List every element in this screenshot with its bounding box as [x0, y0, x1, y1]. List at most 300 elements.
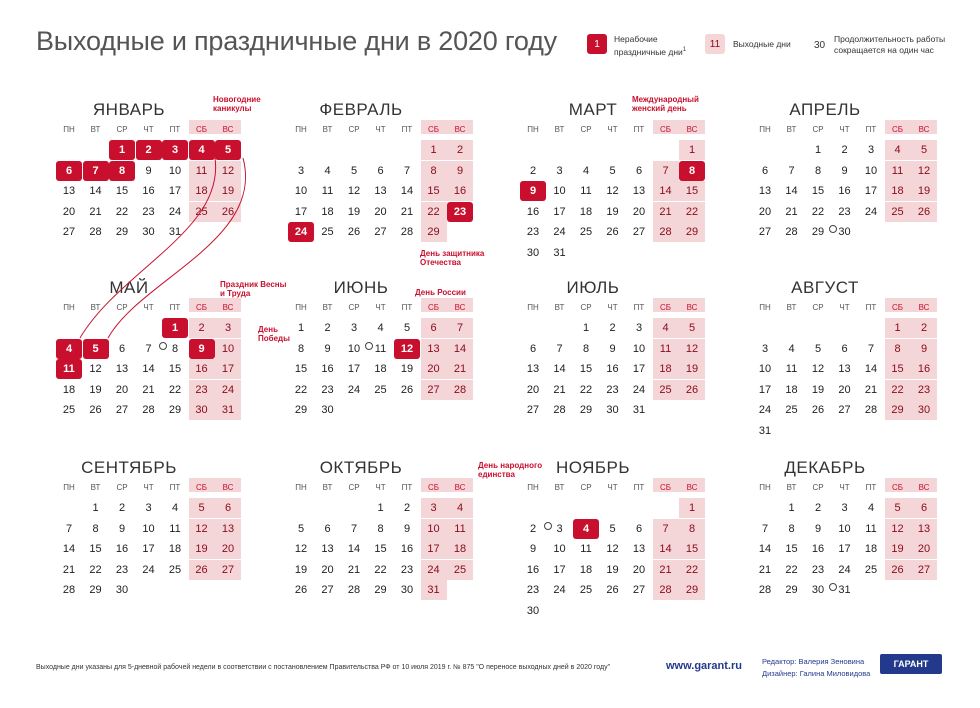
day-cell: 22	[374, 563, 387, 576]
day-cell: 11	[785, 363, 798, 375]
weekday-header: ВТ	[90, 483, 101, 492]
day-cell: 1	[377, 502, 384, 514]
day-cell: 15	[374, 543, 387, 555]
weekday-header: ЧТ	[143, 483, 154, 492]
weekday-header: ПТ	[865, 125, 877, 134]
day-cell: 16	[526, 205, 540, 218]
day-cell: 10	[758, 363, 772, 375]
day-cell: 20	[115, 383, 129, 396]
day-cell: 9	[814, 522, 822, 535]
day-cell: 2	[911, 318, 937, 338]
legend-holiday-label: Нерабочие праздничные дни	[614, 34, 683, 57]
day-cell: 25	[864, 563, 878, 576]
day-cell: 4	[171, 502, 179, 514]
weekday-header: СБ	[427, 303, 440, 312]
weekday-header: ЧТ	[375, 125, 386, 134]
day-cell: 10	[347, 342, 361, 355]
day-cell: 18	[579, 205, 593, 218]
day-cell: 12	[215, 161, 241, 181]
day-cell: 21	[653, 560, 679, 580]
day-cell: 23	[606, 383, 619, 396]
day-cell: 24	[215, 380, 241, 400]
day-cell: 28	[447, 380, 473, 400]
day-cell: 21	[400, 205, 414, 218]
weekday-header: СР	[580, 483, 592, 492]
weekday-header: ПН	[527, 125, 539, 134]
legend-holiday-text	[614, 34, 694, 58]
day-cell: 30	[321, 404, 334, 416]
day-cell: 14	[553, 363, 566, 375]
day-cell: 25	[885, 202, 911, 222]
day-cell: 25	[579, 226, 593, 238]
day-cell: 30	[115, 584, 129, 596]
day-cell: 14	[142, 363, 155, 375]
day-cell: 24	[288, 222, 314, 242]
day-cell: 11	[368, 339, 394, 359]
note-new-year: Новогодние каникулы	[213, 95, 261, 113]
month-name: СЕНТЯБРЬ	[81, 458, 177, 477]
day-cell: 29	[885, 400, 911, 420]
weekday-header: ПН	[295, 125, 307, 134]
month-5	[36, 278, 235, 448]
month-name: ИЮЛЬ	[566, 278, 620, 297]
weekday-header: ВС	[686, 483, 698, 492]
day-cell: 6	[761, 164, 769, 177]
day-cell: 18	[785, 383, 798, 396]
day-cell: 29	[374, 584, 387, 596]
day-cell: 12	[89, 363, 102, 375]
day-cell: 27	[374, 226, 387, 238]
day-cell: 28	[347, 584, 361, 596]
day-cell: 10	[168, 164, 182, 177]
day-cell: 1	[92, 502, 99, 514]
day-cell: 19	[811, 383, 825, 396]
day-cell: 9	[841, 164, 848, 177]
day-cell: 15	[579, 363, 593, 375]
weekday-header: ЧТ	[839, 303, 850, 312]
weekday-header: СР	[116, 303, 128, 312]
day-cell: 31	[758, 424, 772, 437]
day-cell: 28	[758, 584, 772, 596]
day-cell: 16	[142, 185, 155, 197]
day-cell: 11	[653, 339, 679, 359]
day-cell: 7	[350, 522, 358, 535]
day-cell: 5	[609, 522, 616, 535]
day-cell: 13	[115, 363, 129, 375]
weekday-header: ПН	[527, 303, 539, 312]
note-jun12: День России	[415, 288, 466, 297]
day-cell: 7	[447, 318, 473, 338]
day-cell: 24	[553, 584, 566, 596]
day-cell: 22	[811, 205, 825, 218]
day-cell: 18	[653, 359, 679, 379]
day-cell: 9	[118, 522, 126, 535]
weekday-header: СР	[348, 125, 360, 134]
month-name: ДЕКАБРЬ	[784, 458, 866, 477]
month-name: АВГУСТ	[791, 278, 859, 297]
weekday-header: ВТ	[322, 125, 333, 134]
page-title: Выходные и праздничные дни в 2020 году	[36, 26, 557, 56]
day-cell: 5	[679, 318, 705, 338]
day-cell: 24	[421, 560, 447, 580]
weekday-header: ЧТ	[607, 125, 618, 134]
day-cell: 5	[297, 522, 305, 535]
day-cell: 13	[838, 363, 851, 375]
day-cell: 30	[811, 584, 825, 596]
day-cell: 26	[679, 380, 705, 400]
day-cell: 23	[526, 584, 540, 596]
day-cell: 7	[761, 522, 769, 535]
day-cell: 7	[403, 164, 411, 177]
weekday-header: СБ	[891, 303, 904, 312]
day-cell: 28	[785, 226, 798, 238]
day-cell: 21	[62, 563, 76, 576]
day-cell: 20	[838, 383, 851, 396]
day-cell: 23	[321, 383, 334, 396]
day-cell: 23	[189, 380, 215, 400]
month-4	[732, 100, 931, 270]
day-cell: 30	[189, 400, 215, 420]
day-cell: 25	[62, 404, 76, 416]
day-cell: 14	[89, 185, 102, 197]
day-cell: 6	[529, 342, 537, 355]
day-cell: 7	[867, 342, 875, 355]
day-cell: 14	[653, 181, 679, 201]
month-6	[268, 278, 467, 448]
weekday-header: ВС	[222, 125, 234, 134]
day-cell: 25	[653, 380, 679, 400]
weekday-header: ВС	[918, 483, 930, 492]
day-cell: 17	[553, 563, 566, 576]
day-cell: 26	[811, 404, 825, 416]
day-cell: 7	[653, 519, 679, 539]
month-10	[268, 458, 467, 628]
day-cell: 29	[785, 584, 798, 596]
day-cell: 2	[814, 502, 822, 514]
day-cell: 12	[189, 519, 215, 539]
day-cell: 11	[865, 522, 877, 535]
day-cell: 5	[885, 498, 911, 518]
day-cell: 26	[89, 404, 102, 416]
day-cell: 6	[324, 522, 331, 535]
day-cell: 28	[400, 226, 414, 238]
garant-logo: ГАРАНТ	[880, 654, 942, 674]
weekday-header: ПТ	[633, 483, 645, 492]
weekday-header: ЧТ	[143, 125, 154, 134]
day-cell: 18	[885, 181, 911, 201]
day-cell: 4	[788, 342, 795, 355]
day-cell: 2	[529, 522, 537, 535]
day-cell: 17	[864, 185, 878, 197]
day-cell: 3	[297, 164, 305, 177]
day-cell: 8	[162, 339, 188, 359]
day-cell: 22	[421, 202, 447, 222]
day-cell: 19	[606, 205, 619, 218]
day-cell: 3	[350, 322, 358, 334]
day-cell: 15	[679, 539, 705, 559]
day-cell: 1	[885, 318, 911, 338]
weekday-header: ВТ	[786, 483, 797, 492]
weekday-header: ВТ	[322, 303, 333, 312]
day-cell: 17	[142, 543, 155, 555]
day-cell: 29	[811, 226, 825, 238]
month-name: МАРТ	[568, 100, 618, 119]
day-cell: 5	[403, 322, 411, 334]
month-name: ОКТЯБРЬ	[319, 458, 403, 477]
day-cell: 2	[529, 164, 537, 177]
day-cell: 1	[162, 318, 188, 338]
day-cell: 12	[885, 519, 911, 539]
day-cell: 16	[606, 363, 619, 375]
weekday-header: СБ	[891, 125, 904, 134]
day-cell: 20	[911, 539, 937, 559]
day-cell: 28	[553, 404, 566, 416]
day-cell: 17	[347, 363, 361, 375]
day-cell: 6	[421, 318, 447, 338]
site-link[interactable]: www.garant.ru	[666, 660, 742, 672]
month-1	[36, 100, 235, 270]
weekday-header: ВТ	[554, 483, 565, 492]
day-cell: 23	[811, 563, 825, 576]
day-cell: 20	[632, 205, 646, 218]
credit-designer: Дизайнер: Галина Миловидова	[762, 669, 871, 678]
day-cell: 30	[526, 246, 540, 259]
month-8	[732, 278, 931, 448]
day-cell: 11	[580, 543, 592, 555]
day-cell: 18	[189, 181, 215, 201]
day-cell: 26	[606, 226, 619, 238]
day-cell: 23	[400, 563, 414, 576]
day-cell: 9	[403, 522, 411, 535]
day-cell: 10	[864, 164, 878, 177]
day-cell: 6	[118, 342, 126, 355]
weekday-header: ПТ	[865, 483, 877, 492]
day-cell: 19	[606, 563, 619, 576]
day-cell: 30	[832, 222, 858, 242]
day-cell: 6	[635, 164, 643, 177]
day-cell: 22	[89, 563, 102, 576]
day-cell: 1	[814, 144, 822, 156]
day-cell: 21	[89, 205, 102, 218]
day-cell: 1	[421, 140, 447, 160]
day-cell: 13	[526, 363, 540, 375]
weekday-header: ПТ	[865, 303, 877, 312]
day-cell: 3	[841, 502, 848, 514]
day-cell: 23	[115, 563, 129, 576]
day-cell: 17	[758, 383, 772, 396]
day-cell: 13	[62, 185, 76, 197]
day-cell: 24	[553, 226, 566, 238]
day-cell: 9	[189, 339, 215, 359]
day-cell: 13	[758, 185, 772, 197]
day-cell: 16	[447, 181, 473, 201]
day-cell: 21	[653, 202, 679, 222]
day-cell: 14	[653, 539, 679, 559]
day-cell: 19	[347, 205, 361, 218]
day-cell: 17	[294, 205, 308, 218]
day-cell: 2	[136, 140, 162, 160]
day-cell: 17	[838, 543, 851, 555]
day-cell: 20	[632, 563, 646, 576]
legend-short-sample: 30	[814, 40, 826, 51]
day-cell: 6	[911, 498, 937, 518]
day-cell: 9	[609, 342, 616, 355]
day-cell: 10	[421, 519, 447, 539]
month-name: ФЕВРАЛЬ	[319, 100, 403, 119]
day-cell: 12	[347, 185, 361, 197]
day-cell: 21	[758, 563, 772, 576]
day-cell: 3	[635, 322, 643, 334]
weekday-header: ПТ	[401, 303, 413, 312]
day-cell: 15	[785, 543, 798, 555]
day-cell: 4	[324, 164, 331, 177]
day-cell: 1	[788, 502, 795, 514]
day-cell: 20	[374, 205, 387, 218]
weekday-header: СР	[812, 125, 824, 134]
day-cell: 20	[62, 205, 76, 218]
day-cell: 19	[885, 539, 911, 559]
day-cell: 27	[632, 584, 646, 596]
weekday-header: ВТ	[322, 483, 333, 492]
day-cell: 28	[864, 404, 878, 416]
day-cell: 9	[520, 181, 546, 201]
day-cell: 29	[679, 580, 705, 600]
weekday-header: СР	[812, 303, 824, 312]
day-cell: 3	[145, 502, 152, 514]
month-11	[500, 458, 699, 628]
weekday-header: ПТ	[169, 125, 181, 134]
day-cell: 27	[115, 404, 129, 416]
day-cell: 18	[864, 543, 878, 555]
day-cell: 4	[582, 164, 590, 177]
day-cell: 18	[62, 383, 76, 396]
day-cell: 4	[377, 322, 384, 334]
legend-weekend-text: Выходные дни	[733, 39, 791, 49]
day-cell: 14	[447, 339, 473, 359]
day-cell: 15	[679, 181, 705, 201]
day-cell: 11	[321, 185, 334, 197]
day-cell: 7	[65, 522, 73, 535]
day-cell: 7	[788, 164, 795, 177]
day-cell: 18	[321, 205, 334, 218]
weekday-header: ВС	[686, 303, 698, 312]
day-cell: 20	[421, 359, 447, 379]
day-cell: 27	[838, 404, 851, 416]
credits	[762, 656, 870, 680]
day-cell: 1	[679, 498, 705, 518]
month-name: НОЯБРЬ	[555, 458, 631, 477]
weekday-header: СБ	[659, 125, 672, 134]
day-cell: 9	[911, 339, 937, 359]
day-cell: 25	[579, 584, 593, 596]
day-cell: 13	[632, 185, 646, 197]
day-cell: 31	[553, 246, 566, 259]
weekday-header: ПТ	[401, 125, 413, 134]
day-cell: 19	[911, 181, 937, 201]
day-cell: 20	[215, 539, 241, 559]
day-cell: 25	[168, 563, 182, 576]
day-cell: 18	[168, 543, 182, 555]
footer-note: Выходные дни указаны для 5-дневной рабочей недели в соответствии с постановлением Правительства РФ от 10 июля 2019 г. № 875 "О переносе выходных дней в 2020 году"	[36, 664, 611, 671]
weekday-header: СР	[116, 483, 128, 492]
day-cell: 6	[215, 498, 241, 518]
day-cell: 11	[580, 185, 592, 197]
day-cell: 12	[606, 185, 619, 197]
weekday-header: ЧТ	[607, 303, 618, 312]
day-cell: 14	[758, 543, 772, 555]
day-cell: 26	[347, 226, 361, 238]
day-cell: 30	[911, 400, 937, 420]
day-cell: 15	[885, 359, 911, 379]
day-cell: 28	[142, 404, 155, 416]
day-cell: 11	[169, 522, 181, 535]
day-cell: 19	[89, 383, 102, 396]
day-cell: 14	[347, 543, 361, 555]
day-cell: 23	[447, 202, 473, 222]
day-cell: 12	[294, 543, 308, 555]
day-cell: 4	[189, 140, 215, 160]
day-cell: 7	[145, 342, 152, 355]
day-cell: 10	[553, 185, 566, 197]
day-cell: 1	[297, 322, 305, 334]
day-cell: 31	[832, 580, 858, 600]
day-cell: 3	[215, 318, 241, 338]
day-cell: 11	[189, 161, 215, 181]
day-cell: 10	[632, 342, 646, 355]
day-cell: 3	[421, 498, 447, 518]
day-cell: 3	[162, 140, 188, 160]
weekday-header: ВС	[918, 125, 930, 134]
day-cell: 23	[142, 205, 155, 218]
day-cell: 3	[547, 519, 573, 539]
weekday-header: СБ	[427, 483, 440, 492]
weekday-header: СБ	[195, 483, 208, 492]
day-cell: 15	[89, 543, 102, 555]
day-cell: 15	[294, 363, 308, 375]
day-cell: 23	[526, 226, 540, 238]
day-cell: 23	[911, 380, 937, 400]
month-3	[500, 100, 699, 270]
note-feb23: День защитника Отечества	[420, 249, 485, 267]
day-cell: 24	[838, 563, 851, 576]
day-cell: 31	[168, 226, 182, 238]
weekday-header: ВТ	[786, 303, 797, 312]
weekday-header: ВС	[918, 303, 930, 312]
day-cell: 25	[374, 383, 387, 396]
weekday-header: ПН	[63, 125, 75, 134]
day-cell: 26	[885, 560, 911, 580]
day-cell: 24	[347, 383, 361, 396]
day-cell: 11	[56, 359, 82, 379]
weekday-header: СБ	[659, 483, 672, 492]
month-name: МАЙ	[109, 278, 149, 297]
day-cell: 27	[215, 560, 241, 580]
weekday-header: ПН	[527, 483, 539, 492]
day-cell: 11	[885, 161, 911, 181]
day-cell: 4	[653, 318, 679, 338]
day-cell: 2	[403, 502, 411, 514]
day-cell: 20	[758, 205, 772, 218]
day-cell: 20	[321, 563, 334, 576]
day-cell: 14	[864, 363, 878, 375]
day-cell: 26	[294, 584, 308, 596]
legend-weekend-swatch: 11	[705, 34, 725, 54]
day-cell: 6	[377, 164, 384, 177]
day-cell: 21	[553, 383, 566, 396]
day-cell: 27	[321, 584, 334, 596]
day-cell: 24	[758, 404, 772, 416]
weekday-header: ВТ	[90, 303, 101, 312]
